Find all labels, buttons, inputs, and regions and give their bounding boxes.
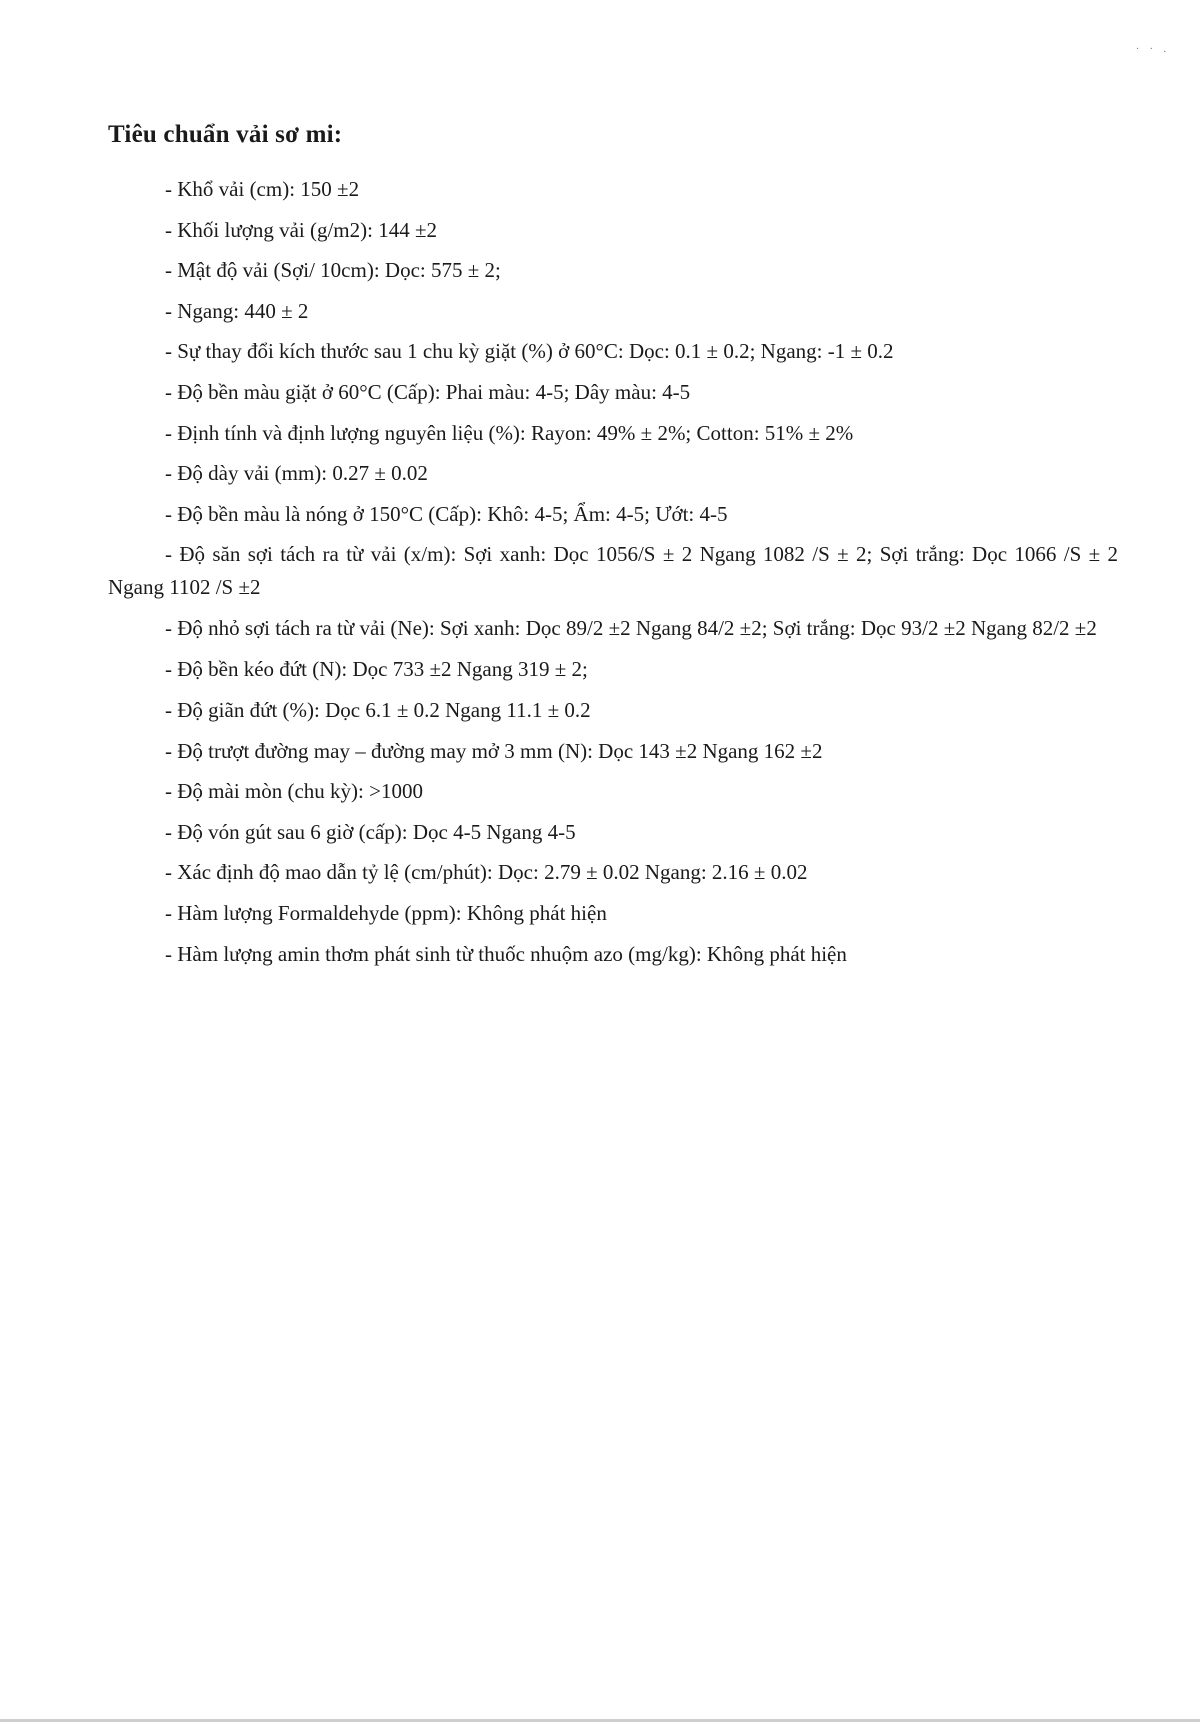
spec-dimensional-change: - Sự thay đổi kích thước sau 1 chu kỳ giặt (%) ở 60°C: Dọc: 0.1 ± 0.2; Ngang: -1 ± 0.2 [165, 339, 894, 364]
document-title: Tiêu chuẩn vải sơ mi: [108, 121, 343, 148]
spec-fabric-weight: - Khối lượng vải (g/m2): 144 ±2 [165, 217, 437, 242]
spec-thickness: - Độ dày vải (mm): 0.27 ± 0.02 [165, 461, 428, 486]
spec-elongation: - Độ giãn đứt (%): Dọc 6.1 ± 0.2 Ngang 11.1 ± 0.2 [165, 697, 591, 722]
spec-pilling: - Độ vón gút sau 6 giờ (cấp): Dọc 4-5 Ngang 4-5 [165, 819, 576, 844]
spec-azo-amines: - Hàm lượng amin thơm phát sinh từ thuốc nhuộm azo (mg/kg): Không phát hiện [165, 941, 847, 966]
spec-seam-slippage: - Độ trượt đường may – đường may mở 3 mm (N): Dọc 143 ±2 Ngang 162 ±2 [165, 738, 823, 763]
spec-formaldehyde: - Hàm lượng Formaldehyde (ppm): Không phát hiện [165, 900, 607, 925]
spec-wicking: - Xác định độ mao dẫn tỷ lệ (cm/phút): Dọc: 2.79 ± 0.02 Ngang: 2.16 ± 0.02 [165, 860, 808, 885]
spec-tensile-strength: - Độ bền kéo đứt (N): Dọc 733 ±2 Ngang 319 ± 2; [165, 657, 588, 682]
spec-yarn-count: - Độ nhỏ sợi tách ra từ vải (Ne): Sợi xanh: Dọc 89/2 ±2 Ngang 84/2 ±2; Sợi trắng: Dọc 93/2 ±2 Ngang 82/2 ±2 [165, 616, 1097, 641]
spec-density-warp: - Mật độ vải (Sợi/ 10cm): Dọc: 575 ± 2; [165, 258, 501, 283]
spec-ironing-colorfastness: - Độ bền màu là nóng ở 150°C (Cấp): Khô: 4-5; Ẩm: 4-5; Ướt: 4-5 [165, 501, 728, 526]
spec-abrasion: - Độ mài mòn (chu kỳ): >1000 [165, 779, 423, 804]
scan-artifact-marks: · · . [1135, 44, 1170, 55]
spec-density-weft: - Ngang: 440 ± 2 [165, 298, 309, 323]
spec-yarn-twist: - Độ săn sợi tách ra từ vải (x/m): Sợi xanh: Dọc 1056/S ± 2 Ngang 1082 /S ± 2; Sợi trắng: Dọc 1066 /S ± 2 Ngang 1102 /S ±2 [108, 542, 1118, 600]
specification-list [108, 169, 1118, 974]
spec-wash-colorfastness: - Độ bền màu giặt ở 60°C (Cấp): Phai màu: 4-5; Dây màu: 4-5 [165, 379, 691, 404]
spec-fabric-width: - Khổ vải (cm): 150 ±2 [165, 177, 360, 201]
spec-fiber-composition: - Định tính và định lượng nguyên liệu (%): Rayon: 49% ± 2%; Cotton: 51% ± 2% [165, 420, 854, 445]
